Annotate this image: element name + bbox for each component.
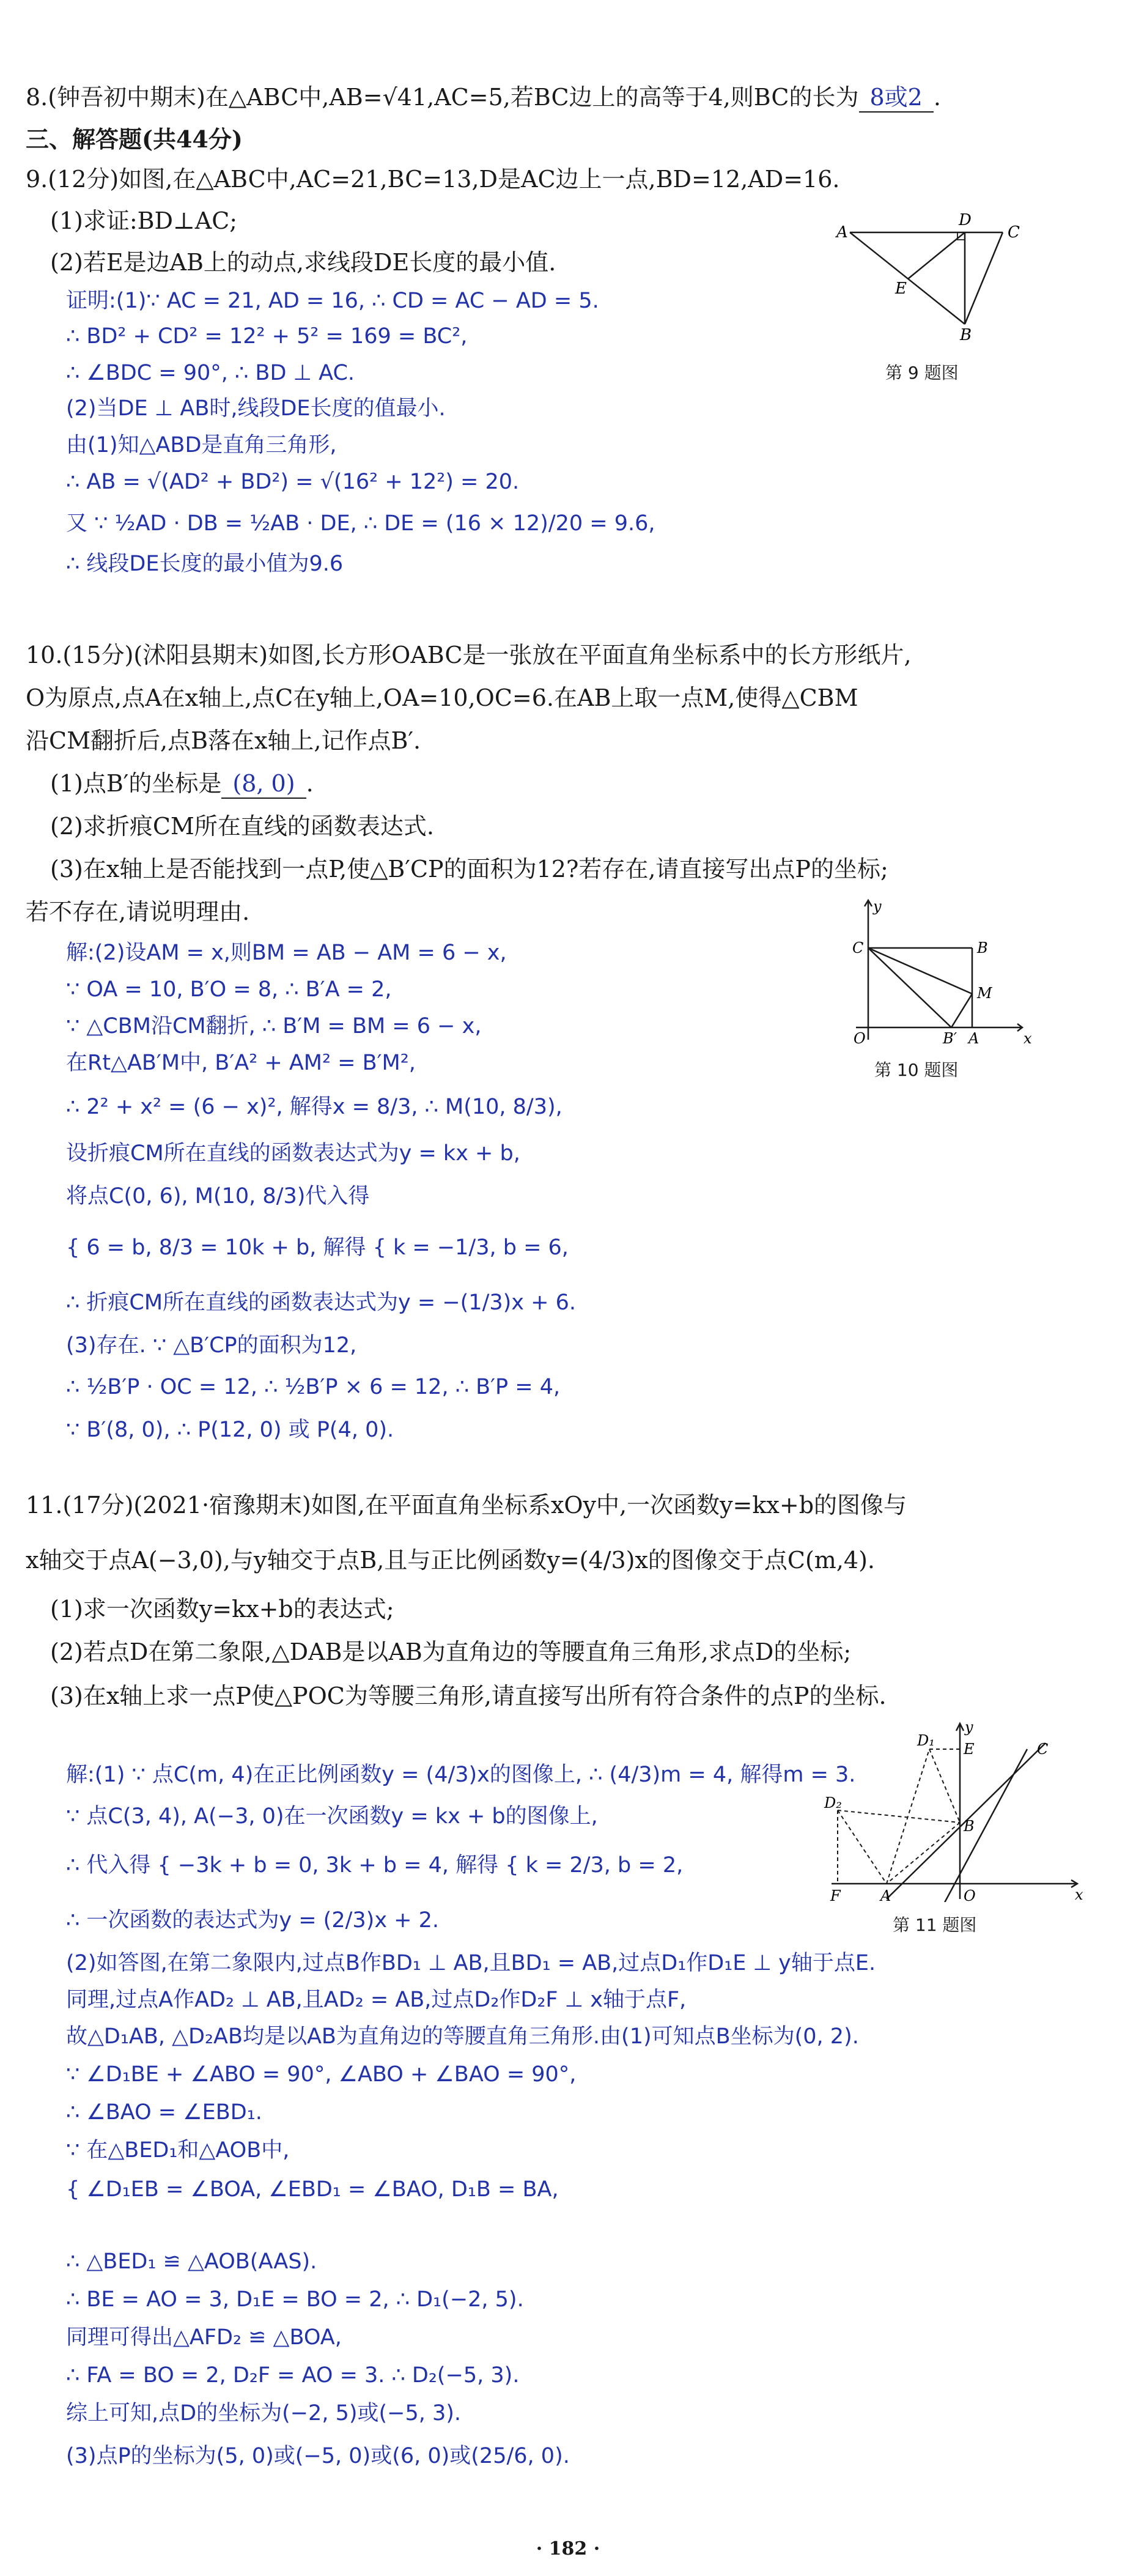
q9-sol-7: ∴ 线段DE长度的最小值为9.6 [66, 552, 344, 576]
q11-dash-d1b [929, 1749, 960, 1823]
q10-label-b: B [977, 939, 988, 957]
q9-stem: 9.(12分)如图,在△ABC中,AC=21,BC=13,D是AC边上一点,BD=12,AD=16. [26, 166, 840, 193]
q10-sol-4: ∴ 2² + x² = (6 − x)², 解得x = 8/3, ∴ M(10, 8/3), [66, 1095, 562, 1119]
page-number: · 182 · [536, 2538, 600, 2559]
q11-caption: 第 11 题图 [893, 1915, 977, 1935]
q10-sol-5: 设折痕CM所在直线的函数表达式为y = kx + b, [66, 1141, 520, 1166]
q10-label-m: M [977, 985, 992, 1002]
q10-label-bp: B′ [943, 1030, 957, 1046]
q10-sol-11: ∵ B′(8, 0), ∴ P(12, 0) 或 P(4, 0). [66, 1418, 394, 1442]
q11-label-c: C [1037, 1741, 1049, 1758]
q10-part1-end: . [306, 770, 314, 797]
q11-label-x: x [1075, 1886, 1083, 1902]
q10-part1 [50, 771, 314, 799]
q11-sol-6: 故△D₁AB, △D₂AB均是以AB为直角边的等腰直角三角形.由(1)可知点B坐标为(0, 2). [66, 2024, 859, 2049]
q8-answer: 8或2 [859, 84, 934, 113]
q9-label-c: C [1008, 223, 1020, 242]
q11-label-d2: D₂ [824, 1794, 842, 1812]
q11-part2: (2)若点D在第二象限,△DAB是以AB为直角边的等腰直角三角形,求点D的坐标; [50, 1638, 852, 1665]
q9-label-a: A [836, 223, 848, 242]
q10-caption: 第 10 题图 [874, 1060, 959, 1080]
q10-stem-1: 10.(15分)(沭阳县期末)如图,长方形OABC是一张放在平面直角坐标系中的长方形纸片, [26, 642, 912, 668]
section-title: 三、解答题(共44分) [26, 125, 243, 153]
q10-label-y: y [873, 898, 882, 915]
q9-sol-1: ∴ BD² + CD² = 12² + 5² = 169 = BC², [66, 324, 468, 349]
q11-stem-2: x轴交于点A(−3,0),与y轴交于点B,且与正比例函数y=(4/3)x的图像交于点C(m,4). [26, 1547, 875, 1574]
q11-sol-2: ∴ 代入得 { −3k + b = 0, 3k + b = 4, 解得 { k = 2/3, b = 2, [66, 1853, 684, 1878]
q11-label-f: F [830, 1887, 841, 1902]
q10-sol-3: 在Rt△AB′M中, B′A² + AM² = B′M², [66, 1051, 416, 1075]
q10-label-o: O [854, 1030, 866, 1046]
q11-part3: (3)在x轴上求一点P使△POC为等腰三角形,请直接写出所有符合条件的点P的坐标. [50, 1682, 887, 1709]
q10-label-a: A [968, 1030, 979, 1046]
q11-dash-d2b [838, 1810, 960, 1823]
q10-line-cm [868, 948, 972, 994]
q10-part1-text: (1)点B′的坐标是 [50, 770, 222, 797]
q10-part3: (3)在x轴上是否能找到一点P,使△B′CP的面积为12?若存在,请直接写出点P的坐标; [50, 856, 888, 883]
q11-label-e: E [964, 1741, 975, 1758]
q10-figure [832, 893, 1033, 1046]
q10-sol-7: { 6 = b, 8/3 = 10k + b, 解得 { k = −1/3, b = 6, [66, 1235, 569, 1260]
q10-sol-10: ∴ ½B′P · OC = 12, ∴ ½B′P × 6 = 12, ∴ B′P = 4, [66, 1375, 561, 1399]
q10-sol-6: 将点C(0, 6), M(10, 8/3)代入得 [66, 1184, 370, 1208]
q9-line-de [908, 232, 965, 279]
q11-line-oc [942, 1749, 1027, 1902]
q11-label-y: y [965, 1719, 973, 1736]
q11-sol-12: ∴ BE = AO = 3, D₁E = BO = 2, ∴ D₁(−2, 5). [66, 2287, 524, 2312]
q11-sol-14: ∴ FA = BO = 2, D₂F = AO = 3. ∴ D₂(−5, 3). [66, 2363, 520, 2388]
q11-sol-13: 同理可得出△AFD₂ ≌ △BOA, [66, 2325, 342, 2350]
q9-caption: 第 9 题图 [885, 363, 959, 383]
q9-sol-4: 由(1)知△ABD是直角三角形, [66, 433, 337, 457]
q10-sol-1: ∵ OA = 10, B′O = 8, ∴ B′A = 2, [66, 977, 392, 1002]
q10-label-x: x [1024, 1030, 1032, 1046]
q10-stem-2: O为原点,点A在x轴上,点C在y轴上,OA=10,OC=6.在AB上取一点M,使得△CBM [26, 684, 858, 711]
q10-stem-3: 沿CM翻折后,点B落在x轴上,记作点B′. [26, 727, 421, 754]
q11-dash-d2a [838, 1810, 887, 1884]
q11-label-b: B [964, 1818, 975, 1835]
q9-sol-3: (2)当DE ⊥ AB时,线段DE长度的值最小. [66, 396, 446, 421]
q11-stem-1: 11.(17分)(2021·宿豫期末)如图,在平面直角坐标系xOy中,一次函数y=kx+b的图像与 [26, 1492, 907, 1519]
q10-part2: (2)求折痕CM所在直线的函数表达式. [50, 813, 434, 840]
q10-sol-2: ∵ △CBM沿CM翻折, ∴ B′M = BM = 6 − x, [66, 1014, 482, 1038]
q9-part2: (2)若E是边AB上的动点,求线段DE长度的最小值. [50, 249, 556, 276]
q9-sol-6: 又 ∵ ½AD · DB = ½AB · DE, ∴ DE = (16 × 12)/20 = 9.6, [66, 511, 655, 536]
q9-line-bc [965, 232, 1003, 324]
q11-sol-15: 综上可知,点D的坐标为(−2, 5)或(−5, 3). [66, 2401, 462, 2426]
q11-label-d1: D₁ [917, 1732, 935, 1749]
q11-label-a: A [880, 1887, 891, 1902]
q10-sol-0: 解:(2)设AM = x,则BM = AB − AM = 6 − x, [66, 941, 507, 965]
q11-part1: (1)求一次函数y=kx+b的表达式; [50, 1596, 394, 1623]
q11-sol-8: ∴ ∠BAO = ∠EBD₁. [66, 2100, 262, 2125]
q10-sol-9: (3)存在. ∵ △B′CP的面积为12, [66, 1333, 357, 1358]
q11-sol-5: 同理,过点A作AD₂ ⊥ AB,且AD₂ = AB,过点D₂作D₂F ⊥ x轴于点F, [66, 1988, 687, 2012]
q8-end: . [933, 84, 941, 111]
q11-sol-3: ∴ 一次函数的表达式为y = (2/3)x + 2. [66, 1908, 440, 1933]
q10-line-cbp [868, 948, 951, 1027]
q11-sol-9: ∵ 在△BED₁和△AOB中, [66, 2138, 290, 2163]
q9-sol-0: 证明:(1)∵ AC = 21, AD = 16, ∴ CD = AC − AD = 5. [66, 289, 599, 313]
q10-part3b: 若不存在,请说明理由. [26, 898, 250, 925]
q11-sol-4: (2)如答图,在第二象限内,过点B作BD₁ ⊥ AB,且BD₁ = AB,过点D₁作D₁E ⊥ y轴于点E. [66, 1951, 876, 1975]
q11-label-o: O [964, 1887, 976, 1902]
q10-line-bpm [951, 994, 972, 1027]
q8-line [26, 84, 941, 113]
q8-text: 8.(钟吾初中期末)在△ABC中,AB=√41,AC=5,若BC边上的高等于4,则BC的长为 [26, 84, 859, 111]
q9-label-e: E [895, 279, 907, 298]
q9-figure [832, 208, 1033, 342]
q10-part1-answer: (8, 0) [221, 771, 306, 799]
q10-sol-8: ∴ 折痕CM所在直线的函数表达式为y = −(1/3)x + 6. [66, 1290, 576, 1315]
q11-sol-0: 解:(1) ∵ 点C(m, 4)在正比例函数y = (4/3)x的图像上, ∴ (4/3)m = 4, 解得m = 3. [66, 1763, 856, 1787]
q11-sol-16: (3)点P的坐标为(5, 0)或(−5, 0)或(6, 0)或(25/6, 0). [66, 2444, 570, 2468]
q11-figure [819, 1719, 1088, 1902]
q9-part1: (1)求证:BD⊥AC; [50, 207, 238, 234]
q11-sol-11: ∴ △BED₁ ≌ △AOB(AAS). [66, 2249, 317, 2274]
q11-sol-1: ∵ 点C(3, 4), A(−3, 0)在一次函数y = kx + b的图像上, [66, 1804, 598, 1829]
q11-dash-ba [887, 1823, 960, 1884]
q10-label-c: C [852, 939, 864, 957]
q9-sol-2: ∴ ∠BDC = 90°, ∴ BD ⊥ AC. [66, 361, 355, 385]
q9-label-b: B [960, 326, 972, 342]
q9-label-d: D [959, 211, 972, 229]
q11-sol-7: ∵ ∠D₁BE + ∠ABO = 90°, ∠ABO + ∠BAO = 90°, [66, 2062, 577, 2087]
q9-sol-5: ∴ AB = √(AD² + BD²) = √(16² + 12²) = 20. [66, 470, 520, 494]
q11-sol-10: { ∠D₁EB = ∠BOA, ∠EBD₁ = ∠BAO, D₁B = BA, [66, 2177, 559, 2202]
